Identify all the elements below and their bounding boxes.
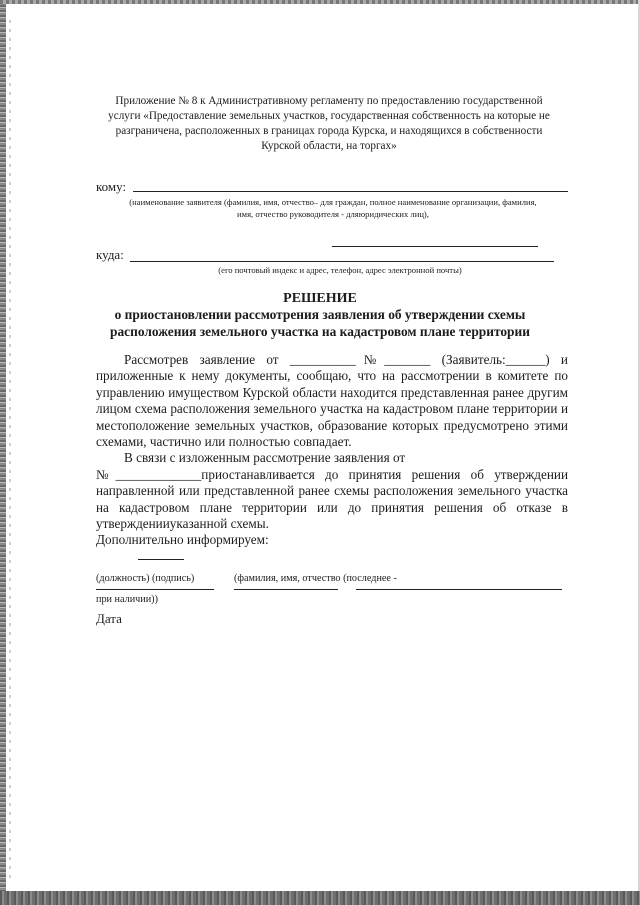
position-sign-line[interactable] (96, 589, 214, 590)
paragraph-additional-info: Дополнительно информируем: (96, 532, 269, 548)
where-field-line[interactable] (130, 261, 554, 262)
to-extra-line[interactable] (332, 246, 538, 247)
paragraph-suspend: №_____________приостанавливается до принятия решения об утверждении направленной или представленной ранее схемы расположения земельного участка на кадастровом плане территории или до принятия решения об отказе в утвержденииуказанной схемы. (96, 466, 568, 532)
to-hint-line: имя, отчество руководителя - дляюридических лиц), (237, 209, 429, 219)
body-text (96, 352, 568, 549)
paragraph-review: Рассмотрев заявление от __________№_______ (Заявитель:______) и приложенные к нему документы, сообщаю, что на рассмотрении в комитете по управлению имуществом Курской области находится представленная ранее другим лицом схема расположения земельного участка на кадастровом плане территории и местоположение земельных участков, образование которых предусмотрено этими схемами, частично или полностью совпадает. (96, 352, 568, 450)
decision-subtitle-line2: расположения земельного участка на кадастровом плане территории (110, 324, 530, 339)
fio-line-2[interactable] (356, 589, 562, 590)
annex-line: услуги «Предоставление земельных участков, государственная собственность на которые не (108, 110, 550, 122)
fio-label: (фамилия, имя, отчество (последнее - (234, 573, 397, 584)
scan-edge-bottom (0, 891, 640, 905)
signature-short-line[interactable] (138, 559, 184, 560)
date-label: Дата (96, 611, 122, 626)
annex-line: разграничена, расположенных в границах города Курска, и находящихся в собственности (115, 125, 543, 137)
to-hint-line: (наименование заявителя (фамилия, имя, отчество– для граждан, полное наименование организации, фамилия, (129, 197, 537, 207)
fio-line-1[interactable] (234, 589, 338, 590)
to-field-line[interactable] (133, 191, 568, 192)
annex-line: Курской области, на торгах» (261, 140, 397, 152)
scan-edge-artifact (9, 20, 11, 880)
decision-title: РЕШЕНИЕ (283, 291, 357, 306)
paragraph-suspend-intro: В связи с изложенным рассмотрение заявления от (124, 450, 406, 466)
where-label: куда: (96, 247, 124, 262)
scan-edge-left (0, 0, 6, 905)
where-hint: (его почтовый индекс и адрес, телефон, адрес электронной почты) (218, 265, 462, 275)
scan-edge-top (0, 0, 640, 4)
annex-line: Приложение № 8 к Административному регламенту по предоставлению государственной (115, 95, 543, 107)
decision-subtitle-line1: о приостановлении рассмотрения заявления об утверждении схемы (114, 307, 526, 322)
annex-header (92, 94, 566, 154)
to-hint (90, 196, 576, 220)
to-label: кому: (96, 179, 127, 194)
fio-label-end: при наличии)) (96, 594, 158, 605)
position-sign-label: (должность) (подпись) (96, 573, 195, 584)
